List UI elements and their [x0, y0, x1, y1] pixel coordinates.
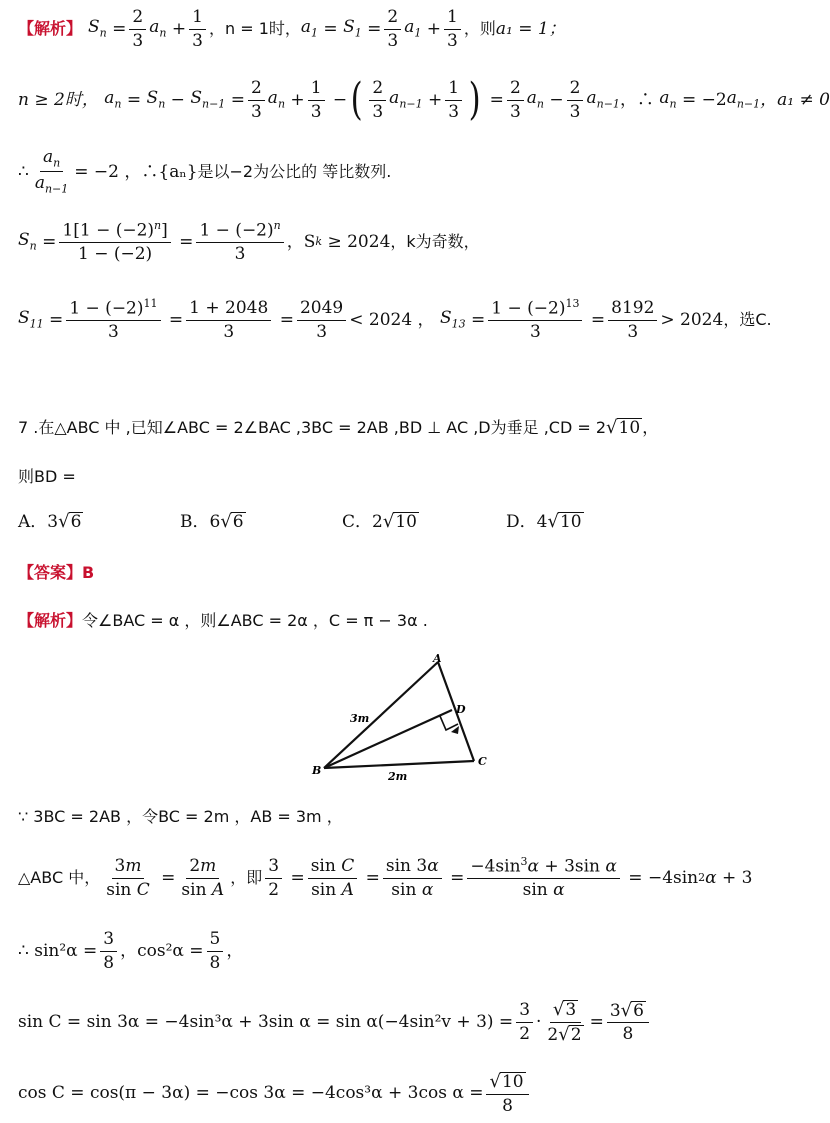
cosc-line: cos C = cos(π − 3α) = −cos 3α = −4cos³α + 3cos α = √ 10 8	[18, 1072, 784, 1115]
s2-lead: n ≥ 2时，	[18, 89, 99, 110]
vertex-d-label: D	[456, 703, 466, 716]
option-c[interactable]: C．2 √ 10	[342, 511, 417, 533]
s5-choice: ，选C.	[723, 310, 772, 330]
s4-cond2: ≥ 2024	[327, 231, 391, 252]
q7-options	[18, 512, 784, 538]
side-bc-label: 2m	[388, 770, 408, 783]
option-b[interactable]: B．6 √ 6	[180, 511, 244, 533]
since-line	[18, 808, 784, 826]
vertex-c-label: C	[478, 755, 487, 768]
q7-stem-suffix: ，	[642, 417, 660, 438]
q7-stem-prefix: 7 .在△ABC 中 ,已知∠ABC = 2∠BAC ,3BC = 2AB ,BD ⊥ AC ,D为垂足 ,CD = 2	[18, 418, 607, 438]
tri-ji: ，即	[230, 868, 263, 888]
s1-then: ，则	[463, 19, 496, 39]
s1-result: a₁ = 1；	[495, 18, 566, 39]
option-d-label: D．4	[506, 512, 548, 532]
q7-stem: 7 .在△ABC 中 ,已知∠ABC = 2∠BAC ,3BC = 2AB ,BD ⊥ AC ,D为垂足 ,CD = 2 √ 10 ，	[18, 417, 660, 439]
answer-line	[18, 564, 784, 582]
cos2-text: ，cos²α =	[120, 940, 204, 961]
analysis2-header: 【解析】	[18, 611, 83, 630]
sinc-lead: sin C = sin 3α = −4sin³α + 3sin α = sin α(−4sin²v + 3) =	[18, 1011, 514, 1032]
vertex-b-label: B	[312, 764, 322, 777]
q7-ask-text: 则BD =	[18, 467, 76, 486]
option-c-label: C．2	[342, 512, 383, 532]
triangle-figure	[300, 650, 510, 782]
answer-value: B	[82, 563, 95, 582]
answer-header: 【答案】	[18, 563, 83, 582]
s4-odd: ，k为奇数，	[390, 232, 480, 252]
line-s2: n ≥ 2时， $a_n$ = $S_n$ − $S_{n-1}$ = $\frac{2}{3}$ $a_n$ + $\frac{1}{3}$ − ( $\frac{2}{3}$ $a_{n-1}$ + $\frac{1}{3}$ ) = $\frac{2}{3}$ $a_n$ − $\frac{2}{3}$ $a_{n-1}$ ，∴ $a_n$ = −2 $a_{n-1}$ ，a₁ ≠ 0	[18, 74, 830, 125]
vertex-a-label: A	[433, 652, 442, 665]
option-b-label: B．6	[180, 512, 221, 532]
s1-text-n1: ，n = 1时，	[208, 19, 301, 39]
option-a[interactable]: A．3 √ 6	[18, 511, 82, 533]
option-c-root: 10	[395, 512, 417, 533]
option-b-root: 6	[232, 512, 244, 533]
option-d-root: 10	[559, 512, 582, 533]
line-s3: ∴ $\frac{a_n}{a_{n-1}}$ = −2 ，∴{aₙ} 是以−2为公比的 等比数列.	[18, 147, 392, 196]
analysis2-line	[18, 612, 784, 630]
line-s1: 【解析】 $S_n$ = $\frac{2}{3}$ $a_n$ + $\frac{1}{3}$ ，n = 1时， $a_1$ = $S_1$ = $\frac{2}{3}$ $a_1$ + $\frac{1}{3}$ ，则 a₁ = 1；	[18, 7, 566, 51]
s4-cond: ，S	[286, 231, 316, 252]
s2-tail: ，a₁ ≠ 0	[760, 89, 830, 110]
analysis2-text: 令∠BAC = α ，则∠ABC = 2α ，C = π − 3α .	[82, 611, 428, 630]
s5-gt: > 2024	[660, 309, 724, 330]
sinc-line: sin C = sin 3α = −4sin³α + 3sin α = sin α(−4sin²v + 3) = $\frac{3}{2}$ · √ 3 2 √ 2 = 3 √ 6 8	[18, 1000, 784, 1045]
since-text: ∵ 3BC = 2AB ，令BC = 2m ，AB = 3m ，	[18, 807, 343, 826]
cos2-end: ，	[226, 940, 244, 961]
cosc-lead: cos C = cos(π − 3α) = −cos 3α = −4cos³α + 3cos α =	[18, 1083, 484, 1104]
s3-mid: = −2 ，∴{aₙ}	[74, 161, 198, 182]
s5-lt: < 2024 ，	[349, 309, 435, 330]
q7-ask	[18, 468, 784, 486]
sin2-line: ∴ sin²α = $\frac{3}{8}$ ，cos²α = $\frac{5}{8}$ ，	[18, 929, 244, 973]
line-s4: $S_n$ = $\frac{1[1 - (-2)^n]}{1 - (-2)}$ = $\frac{1 - (-2)^n}{3}$ ，S k ≥ 2024 ，k为奇数，	[18, 219, 480, 265]
option-a-label: A．3	[18, 512, 59, 532]
s3-text: 是以−2为公比的 等比数列.	[197, 162, 392, 182]
analysis-header: 【解析】	[18, 19, 83, 39]
s2-therefore: ，∴	[619, 89, 654, 110]
sin2-text: ∴ sin²α =	[18, 940, 98, 961]
tri-line: △ABC 中， $\frac{3m}{\text{sin C}}$ = $\frac{2m}{\text{sin A}}$ ，即 $\frac{3}{2}$ = $\frac{\text{sin C}}{\text{sin A}}$ = $\frac{\sin 3\alpha}{\text{sin α}}$ = $\frac{-4\sin^3\alpha + 3\sin \alpha}{\text{sin α}}$ = −4sin 2 α + 3	[18, 855, 753, 901]
line-s5: $S_{11}$ = $\frac{1 - (-2)^{11}}{3}$ = $\frac{1 + 2048}{3}$ = $\frac{2049}{3}$ < 2024 ， $S_{13}$ = $\frac{1 - (-2)^{13}}{3}$ = $\frac{8192}{3}$ > 2024 ，选C.	[18, 297, 772, 343]
option-a-root: 6	[70, 512, 82, 533]
tri-lead: △ABC 中，	[18, 868, 101, 888]
side-ab-label: 3m	[350, 712, 370, 725]
s3-lead: ∴	[18, 161, 29, 182]
option-d[interactable]: D．4 √ 10	[506, 511, 582, 533]
q7-stem-root: 10	[618, 418, 641, 439]
